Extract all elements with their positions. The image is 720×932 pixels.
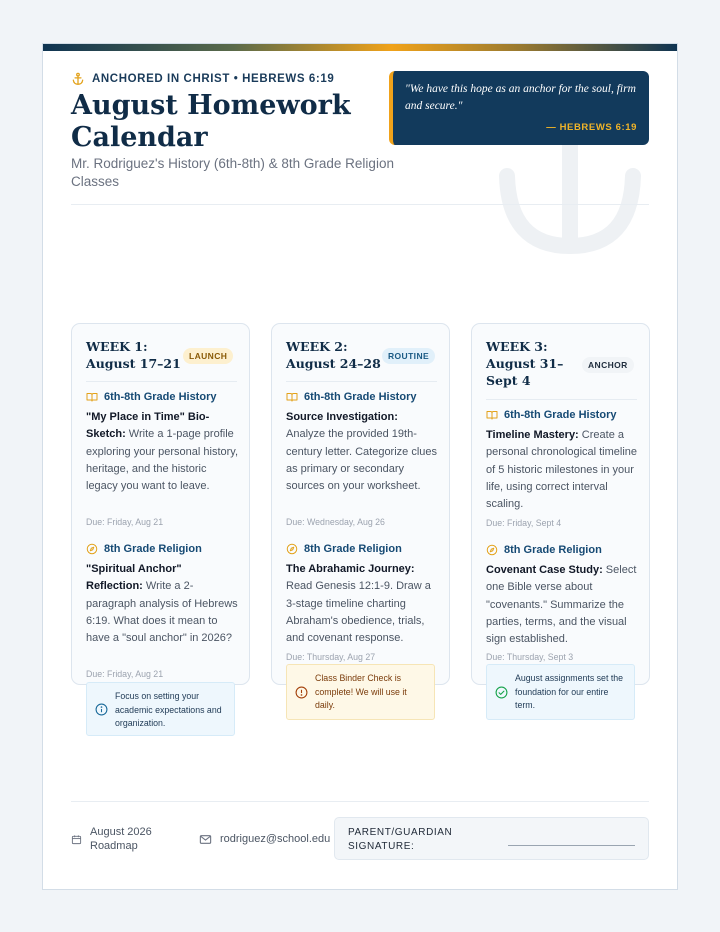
task-body: Create a personal chronological timeline of 5 historic milestones in your life, using correct interval scaling. — [486, 429, 638, 511]
eyebrow — [71, 72, 334, 86]
footer-email[interactable] — [199, 832, 330, 846]
task-title: "Spiritual Anchor" Reflection: — [86, 563, 182, 593]
week-note — [486, 664, 635, 720]
due-date: Due: Friday, Aug 21 — [86, 669, 164, 679]
compass-icon — [86, 543, 98, 555]
subject-label: 6th-8th Grade History — [504, 409, 617, 421]
page-subtitle: Mr. Rodriguez's History (6th-8th) & 8th Grade Religion Classes — [71, 156, 394, 189]
quote-reference: — HEBREWS 6:19 — [546, 122, 637, 133]
subject-label: 8th Grade Religion — [304, 543, 402, 555]
history-subject — [486, 409, 639, 421]
roadmap-text: August 2026 Roadmap — [90, 826, 152, 852]
religion-subject — [86, 543, 239, 555]
week-title: WEEK 3: August 31–Sept 4 — [486, 339, 564, 388]
task-title: Covenant Case Study: — [486, 564, 603, 576]
footer-roadmap — [71, 825, 181, 853]
task-title: "My Place in Time" Bio-Sketch: — [86, 411, 210, 441]
task-body: Read Genesis 12:1-9. Draw a 3-stage timeline charting Abraham's obedience, trials, and covenant response. — [286, 580, 431, 645]
subject-label: 8th Grade Religion — [104, 543, 202, 555]
week-card-3 — [471, 323, 650, 685]
week-card-2 — [271, 323, 450, 685]
signature-line[interactable] — [508, 845, 635, 846]
email-text[interactable]: rodriguez@school.edu — [220, 833, 331, 845]
history-task — [486, 427, 639, 513]
card-divider — [86, 381, 237, 382]
due-date: Due: Thursday, Aug 27 — [286, 652, 376, 662]
week-title: WEEK 2: August 24–28 — [286, 339, 381, 371]
check-circle-icon — [495, 686, 508, 699]
history-task — [86, 409, 239, 495]
quote-text: "We have this hope as an anchor for the soul, firm and secure." — [405, 83, 636, 112]
calendar-icon — [71, 834, 82, 845]
info-icon — [95, 703, 108, 716]
week-note — [286, 664, 435, 720]
task-title: Source Investigation: — [286, 411, 398, 423]
task-body: Write a 2-paragraph analysis of Hebrews 6:19. What does it mean to have a "soul anchor" in 2026? — [86, 580, 238, 645]
header-divider — [71, 204, 649, 205]
subject-label: 6th-8th Grade History — [304, 391, 417, 403]
week-title: WEEK 1: August 17–21 — [86, 339, 181, 371]
book-icon — [486, 409, 498, 421]
religion-task — [286, 561, 439, 647]
status-badge: ROUTINE — [382, 348, 435, 364]
due-date: Due: Friday, Aug 21 — [86, 517, 164, 527]
task-body: Select one Bible verse about "covenants." Summarize the parties, terms, and the visual sign established. — [486, 564, 637, 646]
note-text: Focus on setting your academic expectations and organization. — [115, 691, 222, 728]
task-title: The Abrahamic Journey: — [286, 563, 415, 575]
history-task — [286, 409, 439, 495]
due-date: Due: Thursday, Sept 3 — [486, 652, 574, 662]
compass-icon — [286, 543, 298, 555]
task-body: Write a 1-page profile exploring your personal history, heritage, and the historic legacy you want to leave. — [86, 428, 239, 493]
due-date: Due: Friday, Sept 4 — [486, 518, 562, 528]
signature-box — [334, 817, 649, 860]
subject-label: 6th-8th Grade History — [104, 391, 217, 403]
book-icon — [286, 391, 298, 403]
due-date: Due: Wednesday, Aug 26 — [286, 517, 385, 527]
compass-icon — [486, 544, 498, 556]
task-title: Timeline Mastery: — [486, 429, 579, 441]
religion-task — [486, 562, 639, 648]
history-subject — [286, 391, 439, 403]
history-subject — [86, 391, 239, 403]
religion-subject — [486, 544, 639, 556]
page-title: August Homework Calendar — [71, 90, 351, 153]
religion-task — [86, 561, 239, 647]
note-text: Class Binder Check is complete! We will use it daily. — [315, 673, 407, 710]
alert-icon — [295, 686, 308, 699]
status-badge: LAUNCH — [183, 348, 233, 364]
mail-icon — [199, 833, 212, 846]
week-card-1 — [71, 323, 250, 685]
signature-label: PARENT/GUARDIAN SIGNATURE: — [348, 827, 453, 852]
status-badge: ANCHOR — [582, 357, 634, 373]
top-accent-bar — [43, 44, 677, 51]
task-body: Analyze the provided 19th-century letter. Categorize clues as primary or secondary sources on your worksheet. — [286, 428, 438, 493]
book-icon — [86, 391, 98, 403]
scripture-quote — [389, 71, 649, 145]
homework-calendar-page — [42, 43, 678, 890]
card-divider — [486, 399, 637, 400]
subject-label: 8th Grade Religion — [504, 544, 602, 556]
anchor-icon — [71, 72, 85, 86]
card-divider — [286, 381, 437, 382]
note-text: August assignments set the foundation for our entire term. — [515, 673, 624, 710]
footer-divider — [71, 801, 649, 802]
week-note — [86, 682, 235, 736]
eyebrow-text: ANCHORED IN CHRIST • HEBREWS 6:19 — [92, 73, 335, 85]
religion-subject — [286, 543, 439, 555]
